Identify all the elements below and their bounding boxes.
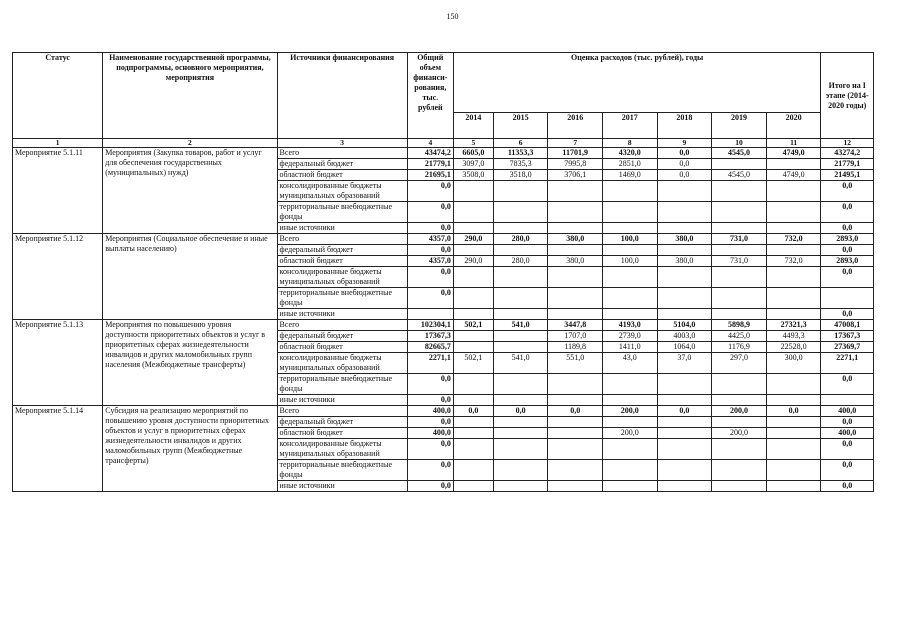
year-value-cell bbox=[493, 460, 548, 481]
year-value-cell: 0,0 bbox=[657, 148, 712, 159]
year-value-cell: 7835,3 bbox=[493, 159, 548, 170]
total-cell: 21779,1 bbox=[407, 159, 453, 170]
year-value-cell bbox=[712, 395, 767, 406]
itogo-cell: 0,0 bbox=[821, 267, 874, 288]
year-value-cell bbox=[602, 395, 657, 406]
year-value-cell: 4003,0 bbox=[657, 331, 712, 342]
year-value-cell: 200,0 bbox=[712, 428, 767, 439]
year-value-cell: 732,0 bbox=[766, 234, 821, 245]
total-cell: 0,0 bbox=[407, 481, 453, 492]
column-number: 12 bbox=[821, 139, 874, 148]
funding-source: консолидированные бюджеты муниципальных образований bbox=[277, 439, 407, 460]
year-value-cell bbox=[602, 245, 657, 256]
year-value-cell bbox=[712, 181, 767, 202]
year-value-cell: 541,0 bbox=[493, 320, 548, 331]
year-value-cell bbox=[712, 245, 767, 256]
year-value-cell: 290,0 bbox=[453, 256, 493, 267]
year-value-cell bbox=[548, 417, 603, 428]
funding-source: территориальные внебюджетные фонды bbox=[277, 460, 407, 481]
year-value-cell bbox=[766, 395, 821, 406]
itogo-cell: 400,0 bbox=[821, 428, 874, 439]
year-value-cell: 4193,0 bbox=[602, 320, 657, 331]
header-year: 2018 bbox=[657, 113, 712, 139]
itogo-cell: 43274,2 bbox=[821, 148, 874, 159]
year-value-cell bbox=[453, 267, 493, 288]
year-value-cell bbox=[657, 288, 712, 309]
funding-source: федеральный бюджет bbox=[277, 331, 407, 342]
year-value-cell bbox=[766, 309, 821, 320]
year-value-cell bbox=[493, 181, 548, 202]
year-value-cell: 551,0 bbox=[548, 353, 603, 374]
funding-source: областной бюджет bbox=[277, 256, 407, 267]
funding-source: территориальные внебюджетные фонды bbox=[277, 202, 407, 223]
itogo-cell: 27369,7 bbox=[821, 342, 874, 353]
itogo-cell: 17367,3 bbox=[821, 331, 874, 342]
year-value-cell bbox=[453, 288, 493, 309]
header-year: 2019 bbox=[712, 113, 767, 139]
table-row bbox=[13, 148, 874, 159]
header-year: 2017 bbox=[602, 113, 657, 139]
year-value-cell bbox=[453, 481, 493, 492]
year-value-cell bbox=[453, 309, 493, 320]
year-value-cell: 1469,0 bbox=[602, 170, 657, 181]
column-number: 9 bbox=[657, 139, 712, 148]
column-number: 5 bbox=[453, 139, 493, 148]
year-value-cell: 5898,9 bbox=[712, 320, 767, 331]
header-total: Общий объем финанси-рования, тыс. рублей bbox=[407, 53, 453, 139]
total-cell: 0,0 bbox=[407, 288, 453, 309]
year-value-cell bbox=[657, 245, 712, 256]
year-value-cell: 731,0 bbox=[712, 256, 767, 267]
year-value-cell: 7995,8 bbox=[548, 159, 603, 170]
year-value-cell bbox=[657, 223, 712, 234]
year-value-cell bbox=[548, 309, 603, 320]
total-cell: 0,0 bbox=[407, 245, 453, 256]
itogo-cell: 0,0 bbox=[821, 181, 874, 202]
year-value-cell: 731,0 bbox=[712, 234, 767, 245]
row-status: Мероприятие 5.1.11 bbox=[13, 148, 103, 234]
itogo-cell: 2893,0 bbox=[821, 256, 874, 267]
year-value-cell bbox=[657, 417, 712, 428]
year-value-cell bbox=[453, 245, 493, 256]
year-value-cell: 4425,0 bbox=[712, 331, 767, 342]
table-row bbox=[13, 320, 874, 331]
year-value-cell: 0,0 bbox=[548, 406, 603, 417]
year-value-cell bbox=[453, 439, 493, 460]
year-value-cell: 380,0 bbox=[548, 256, 603, 267]
table-row bbox=[13, 406, 874, 417]
year-value-cell bbox=[602, 460, 657, 481]
funding-source: областной бюджет bbox=[277, 428, 407, 439]
year-value-cell bbox=[493, 481, 548, 492]
year-value-cell bbox=[766, 267, 821, 288]
column-number: 2 bbox=[103, 139, 277, 148]
total-cell: 400,0 bbox=[407, 406, 453, 417]
year-value-cell bbox=[548, 267, 603, 288]
year-value-cell bbox=[712, 417, 767, 428]
year-value-cell bbox=[493, 288, 548, 309]
year-value-cell bbox=[548, 223, 603, 234]
row-name: Субсидия на реализацию мероприятий по повышению уровня доступности приоритетных объектов и услуг в приоритетных сферах жизнедеятельности инвалидов и других маломобильных групп (Межбюджетные трансферты) bbox=[103, 406, 277, 492]
funding-source: территориальные внебюджетные фонды bbox=[277, 374, 407, 395]
year-value-cell bbox=[766, 428, 821, 439]
itogo-cell bbox=[821, 288, 874, 309]
header-status: Статус bbox=[13, 53, 103, 139]
year-value-cell bbox=[453, 202, 493, 223]
funding-source: Всего bbox=[277, 148, 407, 159]
funding-source: областной бюджет bbox=[277, 342, 407, 353]
itogo-cell: 0,0 bbox=[821, 460, 874, 481]
total-cell: 0,0 bbox=[407, 267, 453, 288]
year-value-cell bbox=[602, 439, 657, 460]
year-value-cell: 280,0 bbox=[493, 234, 548, 245]
funding-source: Всего bbox=[277, 406, 407, 417]
header-year: 2014 bbox=[453, 113, 493, 139]
column-number: 11 bbox=[766, 139, 821, 148]
year-value-cell bbox=[657, 202, 712, 223]
year-value-cell: 5104,0 bbox=[657, 320, 712, 331]
total-cell: 17367,3 bbox=[407, 331, 453, 342]
year-value-cell bbox=[493, 309, 548, 320]
column-number: 6 bbox=[493, 139, 548, 148]
year-value-cell: 11701,9 bbox=[548, 148, 603, 159]
year-value-cell bbox=[453, 417, 493, 428]
year-value-cell bbox=[493, 428, 548, 439]
year-value-cell: 4545,0 bbox=[712, 148, 767, 159]
year-value-cell bbox=[493, 331, 548, 342]
year-value-cell: 0,0 bbox=[657, 159, 712, 170]
year-value-cell bbox=[493, 395, 548, 406]
column-number: 10 bbox=[712, 139, 767, 148]
year-value-cell: 3447,8 bbox=[548, 320, 603, 331]
header-estimate: Оценка расходов (тыс. рублей), годы bbox=[453, 53, 821, 113]
year-value-cell bbox=[548, 202, 603, 223]
year-value-cell bbox=[548, 481, 603, 492]
row-name: Мероприятия по повышению уровня доступности приоритетных объектов и услуг в приоритетных сферах жизнедеятельности инвалидов и других маломобильных групп населения (Межбюджетные трансферты) bbox=[103, 320, 277, 406]
column-number: 7 bbox=[548, 139, 603, 148]
funding-source: консолидированные бюджеты муниципальных образований bbox=[277, 181, 407, 202]
header-itogo: Итого на I этапе (2014-2020 годы) bbox=[821, 53, 874, 139]
year-value-cell bbox=[766, 481, 821, 492]
funding-source: федеральный бюджет bbox=[277, 417, 407, 428]
total-cell: 0,0 bbox=[407, 417, 453, 428]
year-value-cell: 3518,0 bbox=[493, 170, 548, 181]
total-cell: 4357,0 bbox=[407, 256, 453, 267]
itogo-cell: 0,0 bbox=[821, 481, 874, 492]
itogo-cell: 0,0 bbox=[821, 374, 874, 395]
year-value-cell: 4545,0 bbox=[712, 170, 767, 181]
header-year: 2020 bbox=[766, 113, 821, 139]
year-value-cell bbox=[712, 481, 767, 492]
year-value-cell: 27321,3 bbox=[766, 320, 821, 331]
total-cell: 4357,0 bbox=[407, 234, 453, 245]
year-value-cell: 380,0 bbox=[657, 256, 712, 267]
year-value-cell: 541,0 bbox=[493, 353, 548, 374]
row-name: Мероприятия (Социальное обеспечение и иные выплаты населению) bbox=[103, 234, 277, 320]
total-cell bbox=[407, 309, 453, 320]
funding-source: федеральный бюджет bbox=[277, 159, 407, 170]
year-value-cell bbox=[657, 181, 712, 202]
year-value-cell bbox=[493, 267, 548, 288]
itogo-cell: 0,0 bbox=[821, 223, 874, 234]
year-value-cell: 380,0 bbox=[657, 234, 712, 245]
year-value-cell bbox=[453, 395, 493, 406]
year-value-cell: 11353,3 bbox=[493, 148, 548, 159]
year-value-cell bbox=[493, 245, 548, 256]
total-cell: 102304,1 bbox=[407, 320, 453, 331]
page-number: 150 bbox=[446, 12, 459, 21]
itogo-cell: 2271,1 bbox=[821, 353, 874, 374]
year-value-cell bbox=[453, 181, 493, 202]
year-value-cell bbox=[602, 202, 657, 223]
header-year: 2016 bbox=[548, 113, 603, 139]
funding-source: иные источники bbox=[277, 395, 407, 406]
year-value-cell: 0,0 bbox=[657, 406, 712, 417]
year-value-cell bbox=[453, 223, 493, 234]
year-value-cell bbox=[548, 439, 603, 460]
total-cell: 43474,2 bbox=[407, 148, 453, 159]
year-value-cell: 200,0 bbox=[602, 406, 657, 417]
year-value-cell bbox=[712, 374, 767, 395]
total-cell: 2271,1 bbox=[407, 353, 453, 374]
year-value-cell bbox=[602, 417, 657, 428]
total-cell: 82665,7 bbox=[407, 342, 453, 353]
row-name: Мероприятия (Закупка товаров, работ и услуг для обеспечения государственных (муниципальных) нужд) bbox=[103, 148, 277, 234]
year-value-cell: 3706,1 bbox=[548, 170, 603, 181]
year-value-cell bbox=[766, 417, 821, 428]
itogo-cell: 21779,1 bbox=[821, 159, 874, 170]
year-value-cell bbox=[548, 428, 603, 439]
header-year: 2015 bbox=[493, 113, 548, 139]
year-value-cell: 1176,9 bbox=[712, 342, 767, 353]
year-value-cell: 2851,0 bbox=[602, 159, 657, 170]
year-value-cell bbox=[766, 288, 821, 309]
year-value-cell bbox=[453, 342, 493, 353]
year-value-cell: 6605,0 bbox=[453, 148, 493, 159]
year-value-cell: 300,0 bbox=[766, 353, 821, 374]
total-cell: 0,0 bbox=[407, 202, 453, 223]
year-value-cell: 732,0 bbox=[766, 256, 821, 267]
itogo-cell: 0,0 bbox=[821, 245, 874, 256]
total-cell: 0,0 bbox=[407, 395, 453, 406]
year-value-cell bbox=[766, 439, 821, 460]
funding-source: федеральный бюджет bbox=[277, 245, 407, 256]
funding-source: иные источники bbox=[277, 309, 407, 320]
year-value-cell: 4320,0 bbox=[602, 148, 657, 159]
year-value-cell bbox=[548, 374, 603, 395]
total-cell: 0,0 bbox=[407, 181, 453, 202]
year-value-cell: 3097,0 bbox=[453, 159, 493, 170]
year-value-cell: 100,0 bbox=[602, 234, 657, 245]
total-cell: 0,0 bbox=[407, 460, 453, 481]
year-value-cell bbox=[766, 245, 821, 256]
year-value-cell bbox=[548, 245, 603, 256]
year-value-cell: 0,0 bbox=[766, 406, 821, 417]
budget-table bbox=[12, 52, 874, 492]
year-value-cell: 43,0 bbox=[602, 353, 657, 374]
year-value-cell: 502,1 bbox=[453, 353, 493, 374]
year-value-cell bbox=[766, 374, 821, 395]
column-number: 8 bbox=[602, 139, 657, 148]
year-value-cell: 2739,0 bbox=[602, 331, 657, 342]
year-value-cell: 1707,0 bbox=[548, 331, 603, 342]
year-value-cell bbox=[657, 481, 712, 492]
year-value-cell bbox=[657, 267, 712, 288]
year-value-cell: 0,0 bbox=[657, 170, 712, 181]
year-value-cell bbox=[602, 374, 657, 395]
year-value-cell bbox=[548, 395, 603, 406]
total-cell: 0,0 bbox=[407, 374, 453, 395]
year-value-cell bbox=[766, 223, 821, 234]
year-value-cell bbox=[548, 181, 603, 202]
column-number: 4 bbox=[407, 139, 453, 148]
funding-source: иные источники bbox=[277, 223, 407, 234]
year-value-cell bbox=[602, 288, 657, 309]
row-status: Мероприятие 5.1.12 bbox=[13, 234, 103, 320]
funding-source: Всего bbox=[277, 320, 407, 331]
year-value-cell bbox=[453, 428, 493, 439]
year-value-cell bbox=[493, 417, 548, 428]
year-value-cell bbox=[766, 181, 821, 202]
column-number: 1 bbox=[13, 139, 103, 148]
year-value-cell bbox=[657, 460, 712, 481]
year-value-cell: 0,0 bbox=[453, 406, 493, 417]
itogo-cell: 2893,0 bbox=[821, 234, 874, 245]
year-value-cell bbox=[548, 460, 603, 481]
total-cell: 0,0 bbox=[407, 439, 453, 460]
total-cell: 400,0 bbox=[407, 428, 453, 439]
year-value-cell bbox=[657, 439, 712, 460]
year-value-cell bbox=[712, 223, 767, 234]
year-value-cell: 502,1 bbox=[453, 320, 493, 331]
year-value-cell bbox=[493, 342, 548, 353]
funding-source: территориальные внебюджетные фонды bbox=[277, 288, 407, 309]
year-value-cell bbox=[493, 202, 548, 223]
row-status: Мероприятие 5.1.13 bbox=[13, 320, 103, 406]
itogo-cell: 0,0 bbox=[821, 417, 874, 428]
year-value-cell bbox=[657, 374, 712, 395]
year-value-cell bbox=[766, 159, 821, 170]
year-value-cell bbox=[657, 309, 712, 320]
year-value-cell bbox=[453, 331, 493, 342]
column-number: 3 bbox=[277, 139, 407, 148]
year-value-cell bbox=[712, 202, 767, 223]
year-value-cell: 280,0 bbox=[493, 256, 548, 267]
total-cell: 0,0 bbox=[407, 223, 453, 234]
itogo-cell: 0,0 bbox=[821, 309, 874, 320]
year-value-cell: 1411,0 bbox=[602, 342, 657, 353]
year-value-cell bbox=[712, 460, 767, 481]
itogo-cell: 0,0 bbox=[821, 439, 874, 460]
year-value-cell: 200,0 bbox=[712, 406, 767, 417]
year-value-cell: 0,0 bbox=[493, 406, 548, 417]
year-value-cell bbox=[493, 374, 548, 395]
year-value-cell bbox=[766, 202, 821, 223]
table-row bbox=[13, 234, 874, 245]
year-value-cell bbox=[766, 460, 821, 481]
year-value-cell bbox=[657, 428, 712, 439]
itogo-cell: 47008,1 bbox=[821, 320, 874, 331]
itogo-cell: 400,0 bbox=[821, 406, 874, 417]
year-value-cell bbox=[602, 223, 657, 234]
year-value-cell: 200,0 bbox=[602, 428, 657, 439]
year-value-cell bbox=[712, 309, 767, 320]
funding-source: иные источники bbox=[277, 481, 407, 492]
itogo-cell bbox=[821, 395, 874, 406]
funding-source: областной бюджет bbox=[277, 170, 407, 181]
header-sources: Источники финансирования bbox=[277, 53, 407, 139]
year-value-cell bbox=[602, 181, 657, 202]
year-value-cell: 297,0 bbox=[712, 353, 767, 374]
year-value-cell: 1189,8 bbox=[548, 342, 603, 353]
year-value-cell bbox=[602, 309, 657, 320]
year-value-cell bbox=[548, 288, 603, 309]
year-value-cell: 4749,0 bbox=[766, 170, 821, 181]
total-cell: 21695,1 bbox=[407, 170, 453, 181]
year-value-cell bbox=[602, 267, 657, 288]
itogo-cell: 0,0 bbox=[821, 202, 874, 223]
row-status: Мероприятие 5.1.14 bbox=[13, 406, 103, 492]
year-value-cell bbox=[712, 288, 767, 309]
year-value-cell bbox=[493, 223, 548, 234]
year-value-cell: 3508,0 bbox=[453, 170, 493, 181]
funding-source: Всего bbox=[277, 234, 407, 245]
year-value-cell bbox=[453, 460, 493, 481]
year-value-cell bbox=[712, 439, 767, 460]
year-value-cell bbox=[493, 439, 548, 460]
year-value-cell bbox=[602, 481, 657, 492]
year-value-cell: 4749,0 bbox=[766, 148, 821, 159]
year-value-cell bbox=[712, 267, 767, 288]
year-value-cell: 37,0 bbox=[657, 353, 712, 374]
column-number-row bbox=[13, 139, 874, 148]
year-value-cell bbox=[657, 395, 712, 406]
year-value-cell: 4493,3 bbox=[766, 331, 821, 342]
funding-source: консолидированные бюджеты муниципальных образований bbox=[277, 353, 407, 374]
funding-source: консолидированные бюджеты муниципальных образований bbox=[277, 267, 407, 288]
year-value-cell: 380,0 bbox=[548, 234, 603, 245]
year-value-cell: 22528,0 bbox=[766, 342, 821, 353]
year-value-cell: 1064,0 bbox=[657, 342, 712, 353]
year-value-cell bbox=[453, 374, 493, 395]
itogo-cell: 21495,1 bbox=[821, 170, 874, 181]
header-name: Наименование государственной программы, подпрограммы, основного мероприятия, мероприятия bbox=[103, 53, 277, 139]
year-value-cell bbox=[712, 159, 767, 170]
year-value-cell: 100,0 bbox=[602, 256, 657, 267]
year-value-cell: 290,0 bbox=[453, 234, 493, 245]
